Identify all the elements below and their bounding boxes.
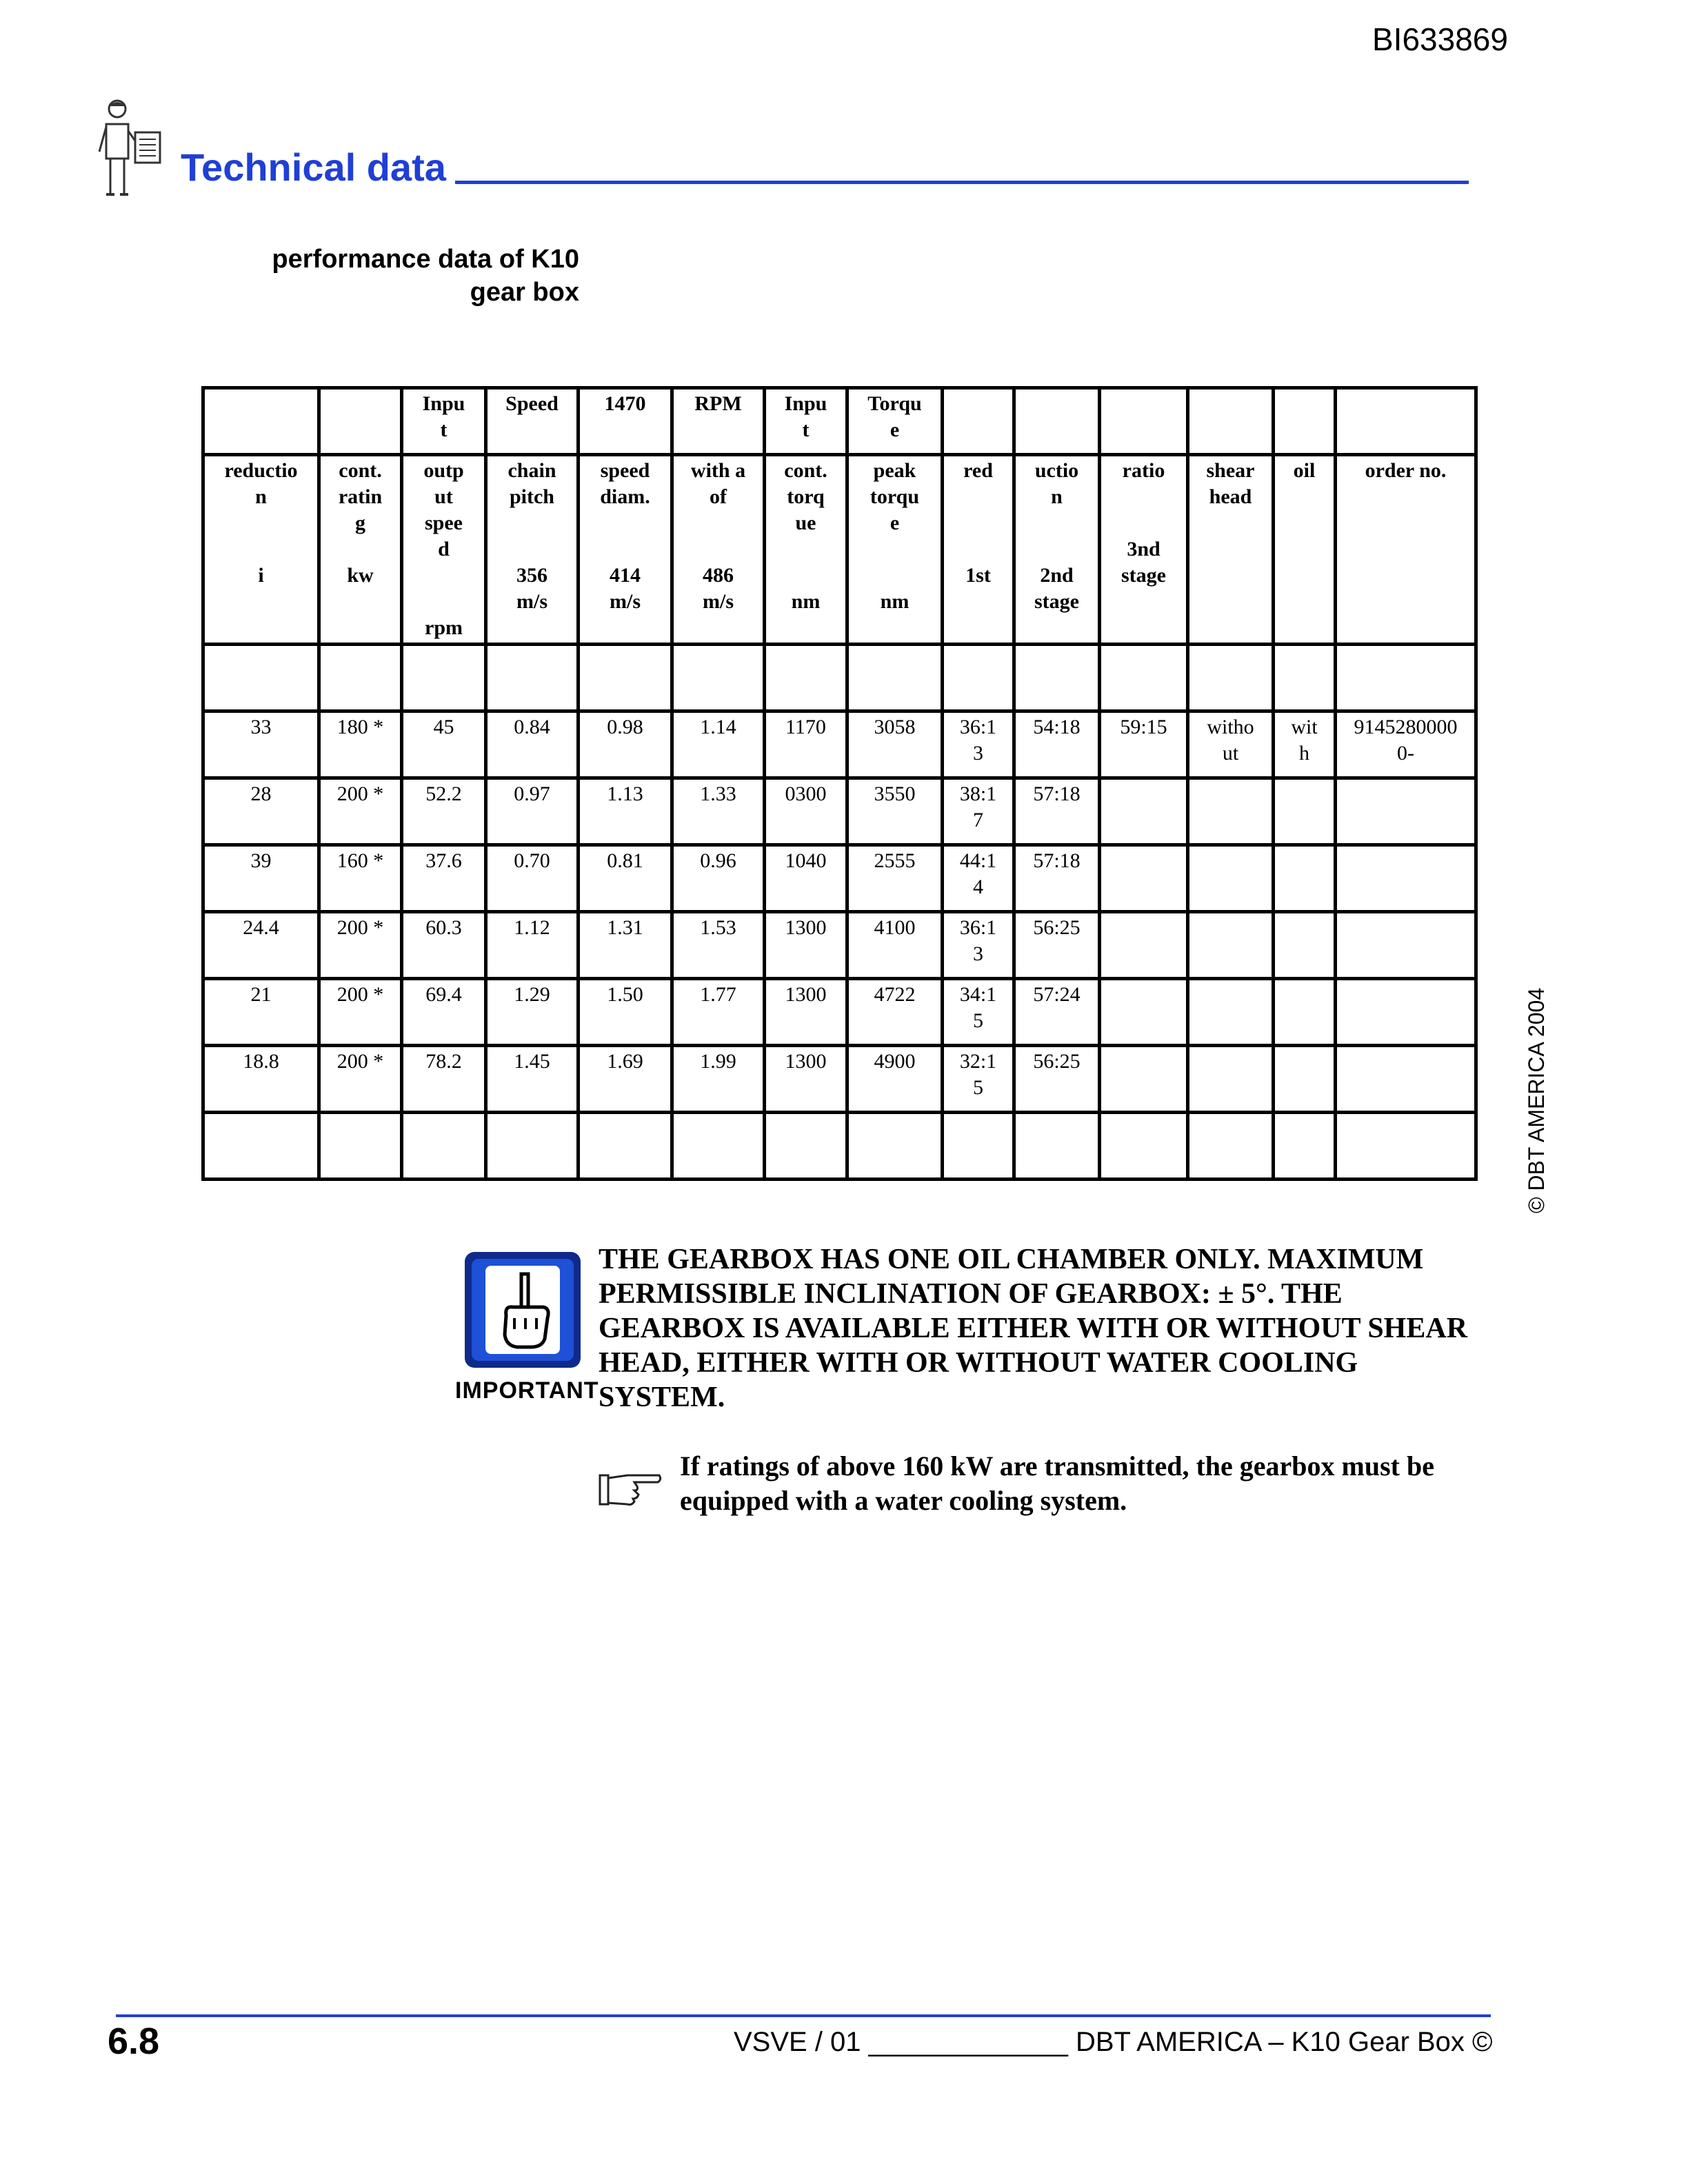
table-cell	[579, 645, 672, 711]
table-cell: 60.3	[402, 912, 486, 979]
table-cell: 0300	[765, 778, 847, 845]
table-cell	[1274, 845, 1336, 912]
table-cell	[1336, 845, 1476, 912]
table-cell: 0.70	[486, 845, 579, 912]
table-cell: 21	[203, 979, 319, 1046]
table-cell: 1.14	[672, 711, 765, 778]
table-cell	[943, 645, 1014, 711]
table-cell: 2555	[847, 845, 943, 912]
table-cell	[1336, 388, 1476, 455]
table-cell: 200 *	[319, 912, 402, 979]
table-cell	[672, 645, 765, 711]
table-cell: Speed	[486, 388, 579, 455]
header-row-1	[203, 388, 1476, 455]
table-cell	[1100, 979, 1188, 1046]
table-cell: 57:18	[1014, 845, 1100, 912]
table-cell	[1274, 912, 1336, 979]
table-cell	[672, 1113, 765, 1180]
table-cell: 1.33	[672, 778, 765, 845]
document-id: BI633869	[1372, 21, 1508, 57]
table-cell: 180 *	[319, 711, 402, 778]
table-cell: 1470	[579, 388, 672, 455]
table-cell: 0.96	[672, 845, 765, 912]
table-cell: 28	[203, 778, 319, 845]
table-cell: 4100	[847, 912, 943, 979]
table-cell: speed diam. 414 m/s	[579, 455, 672, 645]
table-cell	[943, 388, 1014, 455]
table-row	[203, 845, 1476, 912]
table-cell: Inpu t	[765, 388, 847, 455]
table-cell: 1.31	[579, 912, 672, 979]
table-cell: chain pitch 356 m/s	[486, 455, 579, 645]
table-cell: 0.84	[486, 711, 579, 778]
table-cell: 200 *	[319, 1046, 402, 1113]
table-cell	[1274, 1113, 1336, 1180]
table-cell	[1188, 912, 1274, 979]
table-cell	[1274, 979, 1336, 1046]
table-cell	[1100, 388, 1188, 455]
table-cell	[765, 1113, 847, 1180]
table-cell	[402, 645, 486, 711]
table-cell	[847, 1113, 943, 1180]
table-cell	[1188, 1046, 1274, 1113]
table-cell: 36:1 3	[943, 711, 1014, 778]
table-cell: 1.13	[579, 778, 672, 845]
table-cell: 1.69	[579, 1046, 672, 1113]
table-cell: Inpu t	[402, 388, 486, 455]
table-cell: oil	[1274, 455, 1336, 645]
table-cell: 1.99	[672, 1046, 765, 1113]
table-cell: 45	[402, 711, 486, 778]
table-cell	[203, 388, 319, 455]
table-cell	[1274, 388, 1336, 455]
header-row-2	[203, 455, 1476, 645]
table-cell: 1.50	[579, 979, 672, 1046]
footer-text: VSVE / 01 _____________ DBT AMERICA – K10 Gear Box ©	[734, 2027, 1493, 2057]
table-cell	[1336, 645, 1476, 711]
table-cell: 32:1 5	[943, 1046, 1014, 1113]
table-cell: 4722	[847, 979, 943, 1046]
spacer-row	[203, 645, 1476, 711]
table-cell	[1336, 778, 1476, 845]
title-underline	[455, 181, 1469, 184]
table-cell: Torqu e	[847, 388, 943, 455]
table-cell: 3550	[847, 778, 943, 845]
important-notice-text: THE GEARBOX HAS ONE OIL CHAMBER ONLY. MAXIMUM PERMISSIBLE INCLINATION OF GEARBOX: ± 5°. THE GEARBOX IS AVAILABLE EITHER WITH OR WITHOUT SHEAR HEAD, EITHER WITH OR WITHOUT WATER COOLING SYSTEM.	[599, 1244, 1468, 1413]
table-cell: RPM	[672, 388, 765, 455]
table-cell	[319, 645, 402, 711]
table-cell: 1.29	[486, 979, 579, 1046]
table-row	[203, 778, 1476, 845]
table-cell	[203, 645, 319, 711]
table-caption	[262, 243, 579, 309]
table-cell	[1274, 645, 1336, 711]
table-cell	[847, 645, 943, 711]
table-cell: 1300	[765, 1046, 847, 1113]
important-label: IMPORTANT	[455, 1377, 599, 1404]
table-cell: 57:18	[1014, 778, 1100, 845]
table-cell: 69.4	[402, 979, 486, 1046]
table-cell	[1188, 778, 1274, 845]
table-cell	[319, 388, 402, 455]
table-cell: 0.97	[486, 778, 579, 845]
table-cell	[765, 645, 847, 711]
table-cell	[1188, 388, 1274, 455]
technician-icon	[97, 97, 165, 200]
table-cell: 34:1 5	[943, 979, 1014, 1046]
table-cell: red 1st	[943, 455, 1014, 645]
table-row	[203, 711, 1476, 778]
table-cell: 4900	[847, 1046, 943, 1113]
table-cell	[1100, 778, 1188, 845]
table-cell	[1274, 778, 1336, 845]
table-cell	[1100, 1113, 1188, 1180]
table-cell	[1188, 845, 1274, 912]
table-row	[203, 1046, 1476, 1113]
table-cell	[1188, 645, 1274, 711]
table-cell	[1100, 645, 1188, 711]
table-cell: cont. ratin g kw	[319, 455, 402, 645]
table-cell	[1014, 645, 1100, 711]
table-cell: order no.	[1336, 455, 1476, 645]
table-cell: 1300	[765, 912, 847, 979]
table-cell	[943, 1113, 1014, 1180]
table-cell: 44:1 4	[943, 845, 1014, 912]
table-cell: 56:25	[1014, 1046, 1100, 1113]
table-cell: 1040	[765, 845, 847, 912]
table-cell: 37.6	[402, 845, 486, 912]
note-text: If ratings of above 160 kW are transmitted, the gearbox must be equipped with a water cooling system.	[680, 1450, 1435, 1516]
table-cell	[486, 1113, 579, 1180]
table-cell: shear head	[1188, 455, 1274, 645]
spacer-row	[203, 1113, 1476, 1180]
table-cell	[486, 645, 579, 711]
table-cell: 3058	[847, 711, 943, 778]
hand-pointer-icon	[597, 1464, 663, 1508]
table-cell: 39	[203, 845, 319, 912]
table-cell: 56:25	[1014, 912, 1100, 979]
table-cell: 1.12	[486, 912, 579, 979]
table-cell: 1.53	[672, 912, 765, 979]
table-cell: 1.45	[486, 1046, 579, 1113]
page-number: 6.8	[108, 2021, 160, 2062]
table-cell	[1014, 388, 1100, 455]
table-cell: 1.77	[672, 979, 765, 1046]
section-title: Technical data	[181, 145, 446, 189]
table-cell: 200 *	[319, 778, 402, 845]
table-cell: 54:18	[1014, 711, 1100, 778]
table-cell	[1100, 912, 1188, 979]
table-cell: 1300	[765, 979, 847, 1046]
table-cell: 36:1 3	[943, 912, 1014, 979]
table-cell: reductio n i	[203, 455, 319, 645]
table-cell	[1014, 1113, 1100, 1180]
table-cell: 200 *	[319, 979, 402, 1046]
table-cell	[1274, 1046, 1336, 1113]
table-cell	[1188, 1113, 1274, 1180]
table-cell	[579, 1113, 672, 1180]
table-cell: 57:24	[1014, 979, 1100, 1046]
table-cell: 160 *	[319, 845, 402, 912]
table-cell	[1336, 1113, 1476, 1180]
copyright-notice: © DBT AMERICA 2004	[1524, 987, 1549, 1213]
table-cell: uctio n 2nd stage	[1014, 455, 1100, 645]
performance-table	[201, 386, 1478, 1181]
table-cell: 38:1 7	[943, 778, 1014, 845]
table-cell	[203, 1113, 319, 1180]
table-cell: 18.8	[203, 1046, 319, 1113]
table-cell: 52.2	[402, 778, 486, 845]
table-row	[203, 979, 1476, 1046]
table-cell: with a of 486 m/s	[672, 455, 765, 645]
table-cell: cont. torq ue nm	[765, 455, 847, 645]
table-cell: witho ut	[1188, 711, 1274, 778]
table-cell: ratio 3nd stage	[1100, 455, 1188, 645]
pointing-finger-warning-icon	[462, 1249, 583, 1371]
table-cell: 24.4	[203, 912, 319, 979]
table-cell: outp ut spee d rpm	[402, 455, 486, 645]
table-cell: peak torqu e nm	[847, 455, 943, 645]
table-cell	[319, 1113, 402, 1180]
table-cell	[1336, 1046, 1476, 1113]
table-cell	[402, 1113, 486, 1180]
table-cell	[1100, 1046, 1188, 1113]
table-cell	[1188, 979, 1274, 1046]
table-cell	[1336, 912, 1476, 979]
table-cell: 0.98	[579, 711, 672, 778]
table-caption-line2: gear box	[470, 278, 579, 307]
table-cell	[1100, 845, 1188, 912]
table-cell: wit h	[1274, 711, 1336, 778]
table-cell: 59:15	[1100, 711, 1188, 778]
table-caption-line1: performance data of K10	[272, 245, 579, 274]
table-cell: 78.2	[402, 1046, 486, 1113]
table-cell: 1170	[765, 711, 847, 778]
table-cell: 0.81	[579, 845, 672, 912]
table-row	[203, 912, 1476, 979]
table-cell	[1336, 979, 1476, 1046]
table-cell: 33	[203, 711, 319, 778]
table-cell: 9145280000 0-	[1336, 711, 1476, 778]
footer-rule	[116, 2014, 1491, 2017]
